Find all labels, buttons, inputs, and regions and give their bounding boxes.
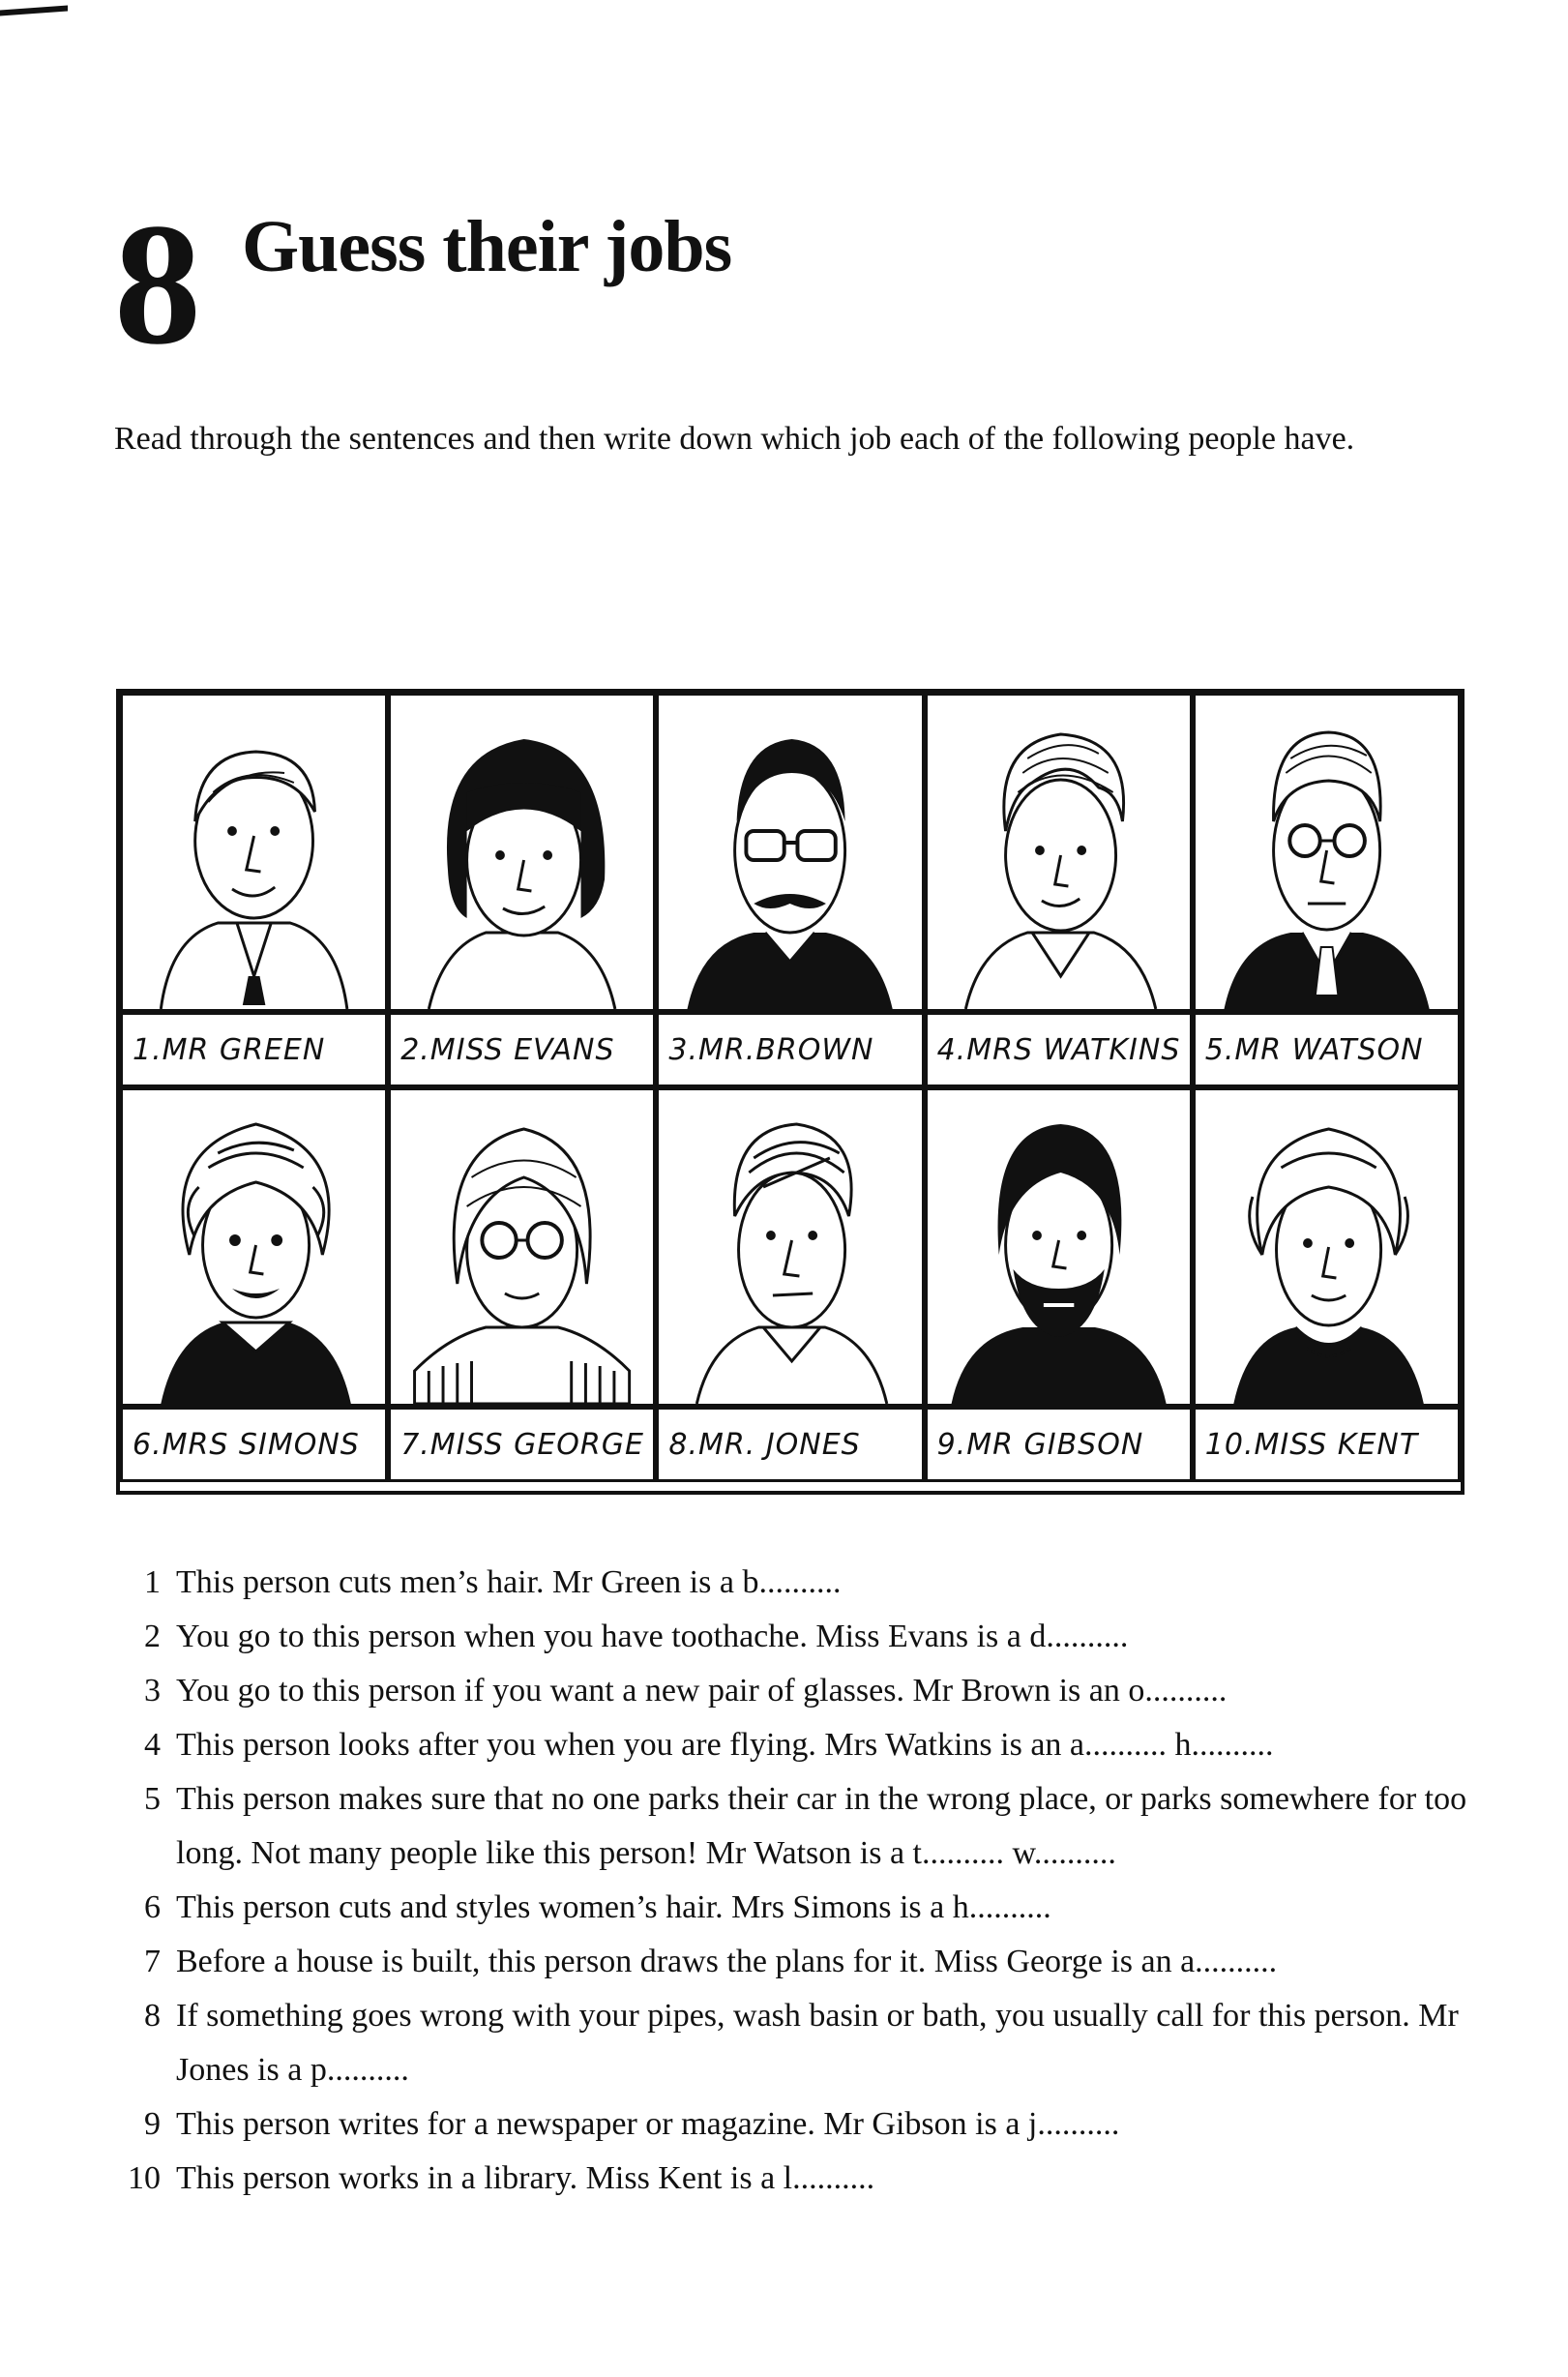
portrait-grid <box>116 689 1464 1495</box>
question-text: This person looks after you when you are flying. Mrs Watkins is an a.......... h.......... <box>176 1727 1274 1763</box>
question-text: This person works in a library. Miss Kent is a l.......... <box>176 2160 875 2196</box>
question-number: 3 <box>144 1673 161 1708</box>
portrait-mrs-watkins <box>925 693 1193 1012</box>
question-item <box>116 1610 1470 1664</box>
question-item <box>116 1989 1470 2097</box>
name-label-6: 6.MRS SIMONS <box>120 1407 388 1482</box>
portrait-miss-george <box>388 1087 656 1407</box>
question-number: 6 <box>144 1889 161 1925</box>
question-list <box>116 1556 1470 2206</box>
corner-mark <box>0 6 68 16</box>
portrait-miss-kent <box>1193 1087 1461 1407</box>
question-item <box>116 1718 1470 1772</box>
question-text: You go to this person if you want a new pair of glasses. Mr Brown is an o.......... <box>176 1673 1228 1708</box>
name-label-3: 3.MR.BROWN <box>656 1012 924 1087</box>
unit-header <box>114 184 1372 380</box>
question-item <box>116 1556 1470 1610</box>
question-item <box>116 1881 1470 1935</box>
name-label-2: 2.MISS EVANS <box>388 1012 656 1087</box>
question-number: 2 <box>144 1619 161 1654</box>
question-number: 1 <box>144 1564 161 1600</box>
question-text: You go to this person when you have toothache. Miss Evans is a d.......... <box>176 1619 1129 1654</box>
name-label-9: 9.MR GIBSON <box>925 1407 1193 1482</box>
portrait-mr-green <box>120 693 388 1012</box>
question-text: This person writes for a newspaper or magazine. Mr Gibson is a j.......... <box>176 2106 1120 2142</box>
question-item <box>116 1664 1470 1718</box>
question-text: This person cuts men’s hair. Mr Green is a b.......... <box>176 1564 842 1600</box>
portrait-mr-gibson <box>925 1087 1193 1407</box>
portrait-miss-evans <box>388 693 656 1012</box>
instructions-text: Read through the sentences and then write down which job each of the following people have. <box>114 421 1355 457</box>
question-item <box>116 1772 1470 1881</box>
question-text: This person makes sure that no one parks their car in the wrong place, or parks somewhere for too long. Not many people like this person! Mr Watson is a t.......... w.......... <box>176 1781 1467 1871</box>
name-label-8: 8.MR. JONES <box>656 1407 924 1482</box>
question-number: 7 <box>144 1944 161 1979</box>
portrait-mr-watson <box>1193 693 1461 1012</box>
question-item <box>116 2152 1470 2206</box>
question-item <box>116 2097 1470 2152</box>
portrait-mr-jones <box>656 1087 924 1407</box>
portrait-mr-brown <box>656 693 924 1012</box>
question-number: 4 <box>144 1727 161 1763</box>
name-label-7: 7.MISS GEORGE <box>388 1407 656 1482</box>
question-item <box>116 1935 1470 1989</box>
question-number: 9 <box>144 2106 161 2142</box>
question-number: 5 <box>144 1781 161 1817</box>
name-label-10: 10.MISS KENT <box>1193 1407 1461 1482</box>
question-text: This person cuts and styles women’s hair. Mrs Simons is a h.......... <box>176 1889 1051 1925</box>
unit-title: Guess their jobs <box>242 206 732 287</box>
portrait-mrs-simons <box>120 1087 388 1407</box>
name-label-5: 5.MR WATSON <box>1193 1012 1461 1087</box>
name-label-1: 1.MR GREEN <box>120 1012 388 1087</box>
unit-number: 8 <box>114 188 201 380</box>
question-text: Before a house is built, this person draws the plans for it. Miss George is an a.......... <box>176 1944 1278 1979</box>
question-number: 8 <box>144 1998 161 2034</box>
question-text: If something goes wrong with your pipes, wash basin or bath, you usually call for this person. Mr Jones is a p.......... <box>176 1998 1459 2088</box>
name-label-4: 4.MRS WATKINS <box>925 1012 1193 1087</box>
question-number: 10 <box>128 2160 161 2196</box>
